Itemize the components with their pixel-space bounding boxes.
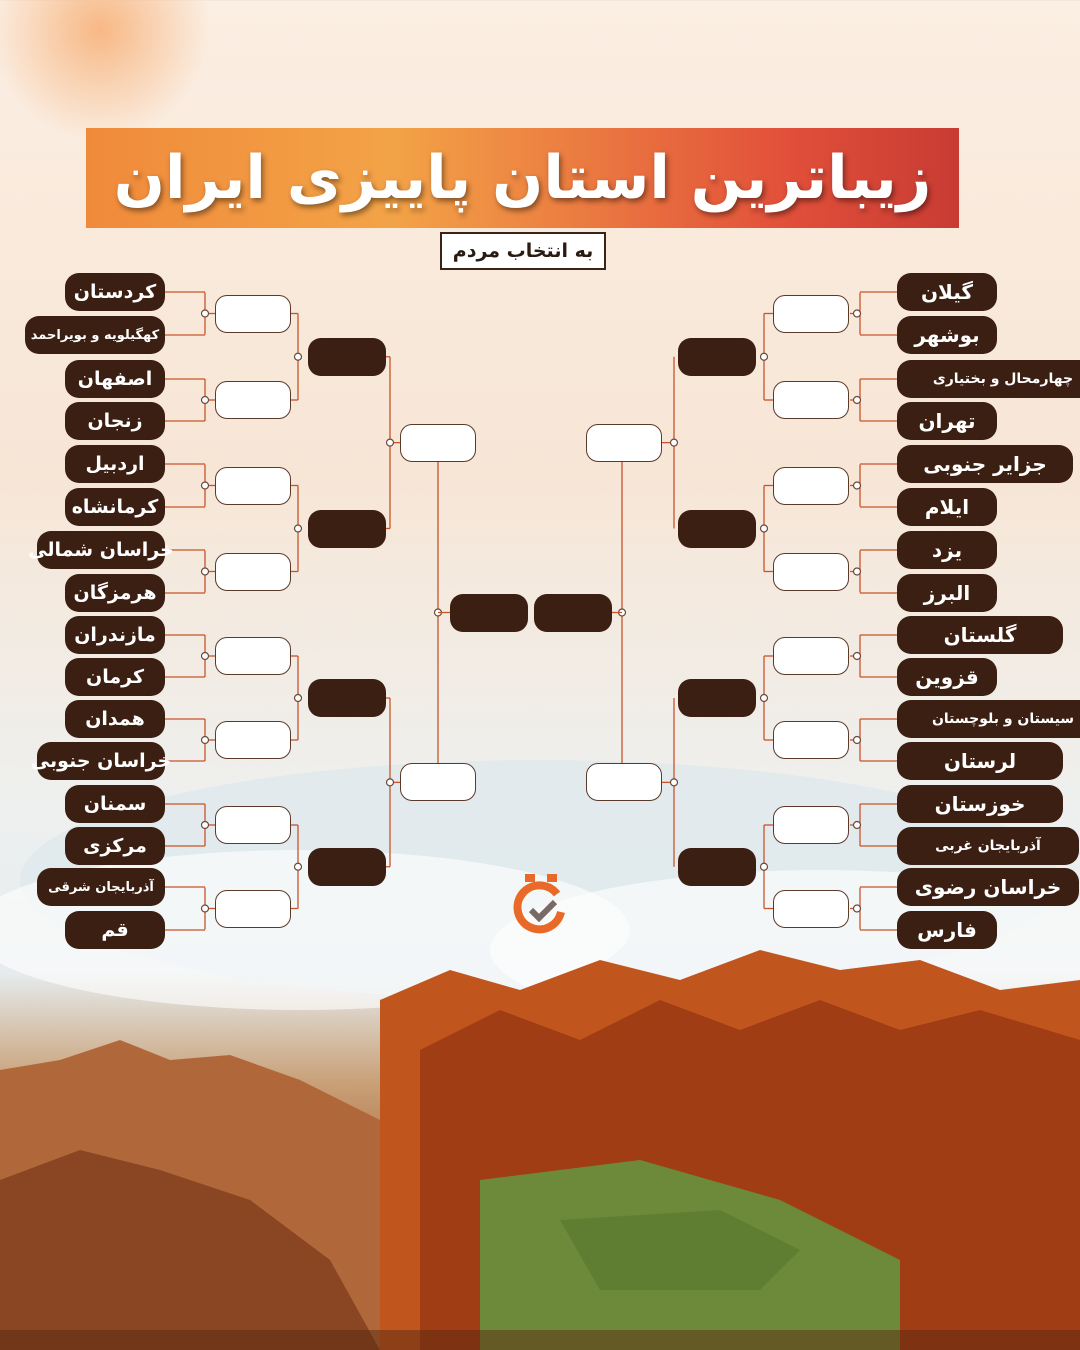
province-pill-left: هرمزگان — [65, 574, 165, 612]
province-pill-right: البرز — [897, 574, 997, 612]
bracket-joint — [854, 482, 861, 489]
bracket-joint — [671, 439, 678, 446]
stopwatch-check-icon — [511, 872, 571, 938]
match-slot-left — [215, 890, 291, 928]
match-slot-left — [215, 806, 291, 844]
province-pill-right: خراسان رضوی — [897, 868, 1079, 906]
round3-slot-right — [586, 763, 662, 801]
page-title: زیباترین استان پاییزی ایران — [113, 143, 932, 213]
province-pill-left: کردستان — [65, 273, 165, 311]
round3-slot-left — [400, 763, 476, 801]
bracket-joint — [295, 695, 302, 702]
round3-slot-left — [400, 424, 476, 462]
province-pill-right: ایلام — [897, 488, 997, 526]
round2-box-left — [308, 679, 386, 717]
bracket-joint — [761, 353, 768, 360]
province-pill-right: تهران — [897, 402, 997, 440]
match-slot-right — [773, 467, 849, 505]
bracket-joint — [295, 863, 302, 870]
match-slot-left — [215, 295, 291, 333]
province-pill-left: اصفهان — [65, 360, 165, 398]
final-box-left — [450, 594, 528, 632]
province-pill-right: لرستان — [897, 742, 1063, 780]
bracket-joint — [854, 905, 861, 912]
bracket-joint — [202, 482, 209, 489]
province-pill-right: گیلان — [897, 273, 997, 311]
bracket-joint — [671, 779, 678, 786]
round2-box-right — [678, 679, 756, 717]
bracket-joint — [202, 737, 209, 744]
province-pill-right: گلستان — [897, 616, 1063, 654]
bracket-joint — [202, 397, 209, 404]
province-pill-right: سیستان و بلوچستان — [897, 700, 1080, 738]
bracket-joint — [854, 822, 861, 829]
province-pill-left: کرمان — [65, 658, 165, 696]
province-pill-right: بوشهر — [897, 316, 997, 354]
province-pill-left: همدان — [65, 700, 165, 738]
bracket-joint — [387, 779, 394, 786]
bracket-joint — [854, 653, 861, 660]
bracket-joint — [761, 695, 768, 702]
subtitle-badge: به انتخاب مردم — [440, 232, 606, 270]
match-slot-right — [773, 295, 849, 333]
province-pill-left: آذربایجان شرقی — [37, 868, 165, 906]
round2-box-left — [308, 510, 386, 548]
match-slot-right — [773, 381, 849, 419]
bracket-joint — [295, 525, 302, 532]
province-pill-right: فارس — [897, 911, 997, 949]
bracket-joint — [854, 737, 861, 744]
province-pill-right: یزد — [897, 531, 997, 569]
round2-box-left — [308, 338, 386, 376]
province-pill-left: اردبیل — [65, 445, 165, 483]
bracket-joint — [854, 568, 861, 575]
match-slot-left — [215, 467, 291, 505]
bracket-joint — [854, 397, 861, 404]
match-slot-left — [215, 721, 291, 759]
province-pill-right: قزوین — [897, 658, 997, 696]
bracket-joint — [854, 310, 861, 317]
province-pill-left: کهگیلویه و بویراحمد — [25, 316, 165, 354]
bracket-joint — [202, 822, 209, 829]
bracket-joint — [761, 863, 768, 870]
bracket-joint — [761, 525, 768, 532]
bracket-joint — [202, 905, 209, 912]
round2-box-right — [678, 848, 756, 886]
match-slot-right — [773, 721, 849, 759]
round2-box-left — [308, 848, 386, 886]
bracket-joint — [202, 653, 209, 660]
match-slot-right — [773, 890, 849, 928]
province-pill-left: کرمانشاه — [65, 488, 165, 526]
match-slot-left — [215, 381, 291, 419]
round2-box-right — [678, 510, 756, 548]
match-slot-left — [215, 637, 291, 675]
province-pill-right: چهارمحال و بختیاری — [897, 360, 1080, 398]
province-pill-left: خراسان جنوبی — [37, 742, 165, 780]
province-pill-left: زنجان — [65, 402, 165, 440]
bracket-joint — [295, 353, 302, 360]
round3-slot-right — [586, 424, 662, 462]
match-slot-right — [773, 637, 849, 675]
match-slot-right — [773, 806, 849, 844]
province-pill-left: مرکزی — [65, 827, 165, 865]
bracket-joint — [202, 310, 209, 317]
bracket-joint — [387, 439, 394, 446]
match-slot-left — [215, 553, 291, 591]
round2-box-right — [678, 338, 756, 376]
bracket-joint — [202, 568, 209, 575]
final-box-right — [534, 594, 612, 632]
match-slot-right — [773, 553, 849, 591]
province-pill-left: سمنان — [65, 785, 165, 823]
province-pill-right: جزایر جنوبی — [897, 445, 1073, 483]
province-pill-right: آذربایجان غربی — [897, 827, 1079, 865]
province-pill-right: خوزستان — [897, 785, 1063, 823]
province-pill-left: خراسان شمالی — [37, 531, 165, 569]
province-pill-left: مازندران — [65, 616, 165, 654]
province-pill-left: قم — [65, 911, 165, 949]
